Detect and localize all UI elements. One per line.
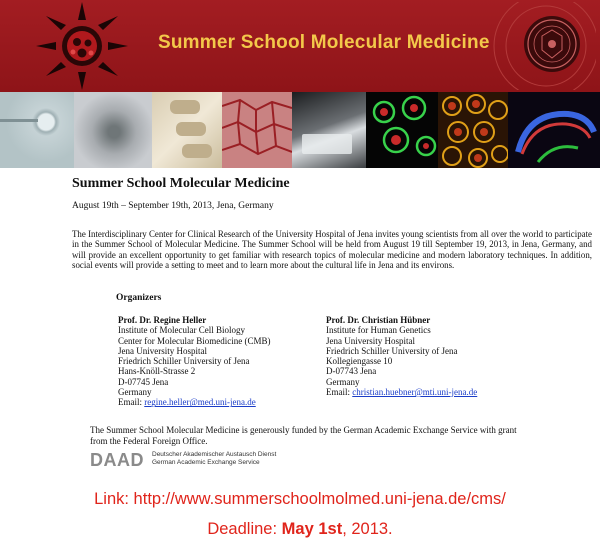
photo-lab-equipment	[292, 92, 366, 168]
organizer-name: Prof. Dr. Regine Heller	[118, 315, 207, 325]
address-line: Friedrich Schiller University of Jena	[326, 345, 458, 356]
university-seal-icon	[484, 2, 596, 90]
website-link[interactable]: Link: http://www.summerschoolmolmed.uni-jena.de/cms/	[94, 490, 506, 508]
email-row	[118, 397, 270, 407]
event-dates: August 19th – September 19th, 2013, Jena, Germany	[72, 201, 274, 211]
organizer-heller	[118, 315, 270, 408]
address-line: Institute for Human Genetics	[326, 325, 431, 336]
email-link-huebner[interactable]: christian.huebner@mti.uni-jena.de	[352, 387, 478, 398]
address-line: D-07745 Jena	[118, 376, 169, 387]
address-line: Friedrich Schiller University of Jena	[118, 356, 250, 367]
email-link-heller[interactable]: regine.heller@med.uni-jena.de	[144, 397, 256, 408]
sun-logo-icon	[34, 2, 130, 90]
photo-tissue-stain	[222, 92, 292, 168]
deadline-label: Deadline:	[207, 520, 282, 538]
daad-line-german: Deutscher Akademischer Austausch Dienst	[152, 451, 277, 458]
address-line: D-07743 Jena	[326, 366, 377, 377]
address-line: Germany	[118, 387, 152, 398]
daad-wordmark: DAAD	[90, 450, 144, 470]
address-line: Kollegiengasse 10	[326, 356, 393, 367]
funding-note: The Summer School Molecular Medicine is generously funded by the German Academic Exchange Service with grant from the Federal Foreign Office.	[90, 425, 517, 446]
address-line: Jena University Hospital	[326, 335, 415, 346]
deadline-year: , 2013.	[342, 520, 393, 538]
photo-brain-section	[508, 92, 600, 168]
address-line: Hans-Knöll-Strasse 2	[118, 366, 196, 377]
deadline-line	[0, 520, 600, 539]
daad-logo	[90, 450, 310, 472]
document-title: Summer School Molecular Medicine	[72, 176, 290, 191]
photo-strip	[0, 92, 600, 168]
daad-line-english: German Academic Exchange Service	[152, 459, 260, 466]
deadline-date: May 1st	[281, 520, 343, 538]
organizer-name: Prof. Dr. Christian Hübner	[326, 315, 431, 325]
address-line: Jena University Hospital	[118, 345, 207, 356]
address-line: Institute of Molecular Cell Biology	[118, 325, 245, 336]
email-row	[326, 387, 477, 397]
organizer-huebner	[326, 315, 477, 397]
email-label: Email:	[326, 387, 353, 398]
header-banner	[0, 0, 600, 92]
daad-subtitle	[152, 451, 276, 467]
intro-paragraph: The Interdisciplinary Center for Clinical Research of the University Hospital of Jena invites young scientists from all over the world to participate in the Summer School of Molecular Medicine. The Summer School will be held from August 19 till September 19, 2013, in Jena, Germany, and will provide an excellent opportunity to get familiar with research topics of molecular medicine and modern laboratory techniques. In addition, social events will provide a setting to meet and to learn more about the cultural life in Jena and its environs.	[72, 229, 592, 271]
address-line: Center for Molecular Biomedicine (CMB)	[118, 335, 271, 346]
photo-cell-micropipette	[0, 92, 74, 168]
photo-cell-culture	[74, 92, 152, 168]
photo-vertebrae	[152, 92, 222, 168]
banner-title: Summer School Molecular Medicine	[158, 32, 490, 53]
email-label: Email:	[118, 397, 145, 408]
organizers-heading: Organizers	[116, 293, 162, 303]
photo-fluorescent-cells	[366, 92, 438, 168]
address-line: Germany	[326, 376, 360, 387]
photo-fluorescent-tissue	[438, 92, 508, 168]
